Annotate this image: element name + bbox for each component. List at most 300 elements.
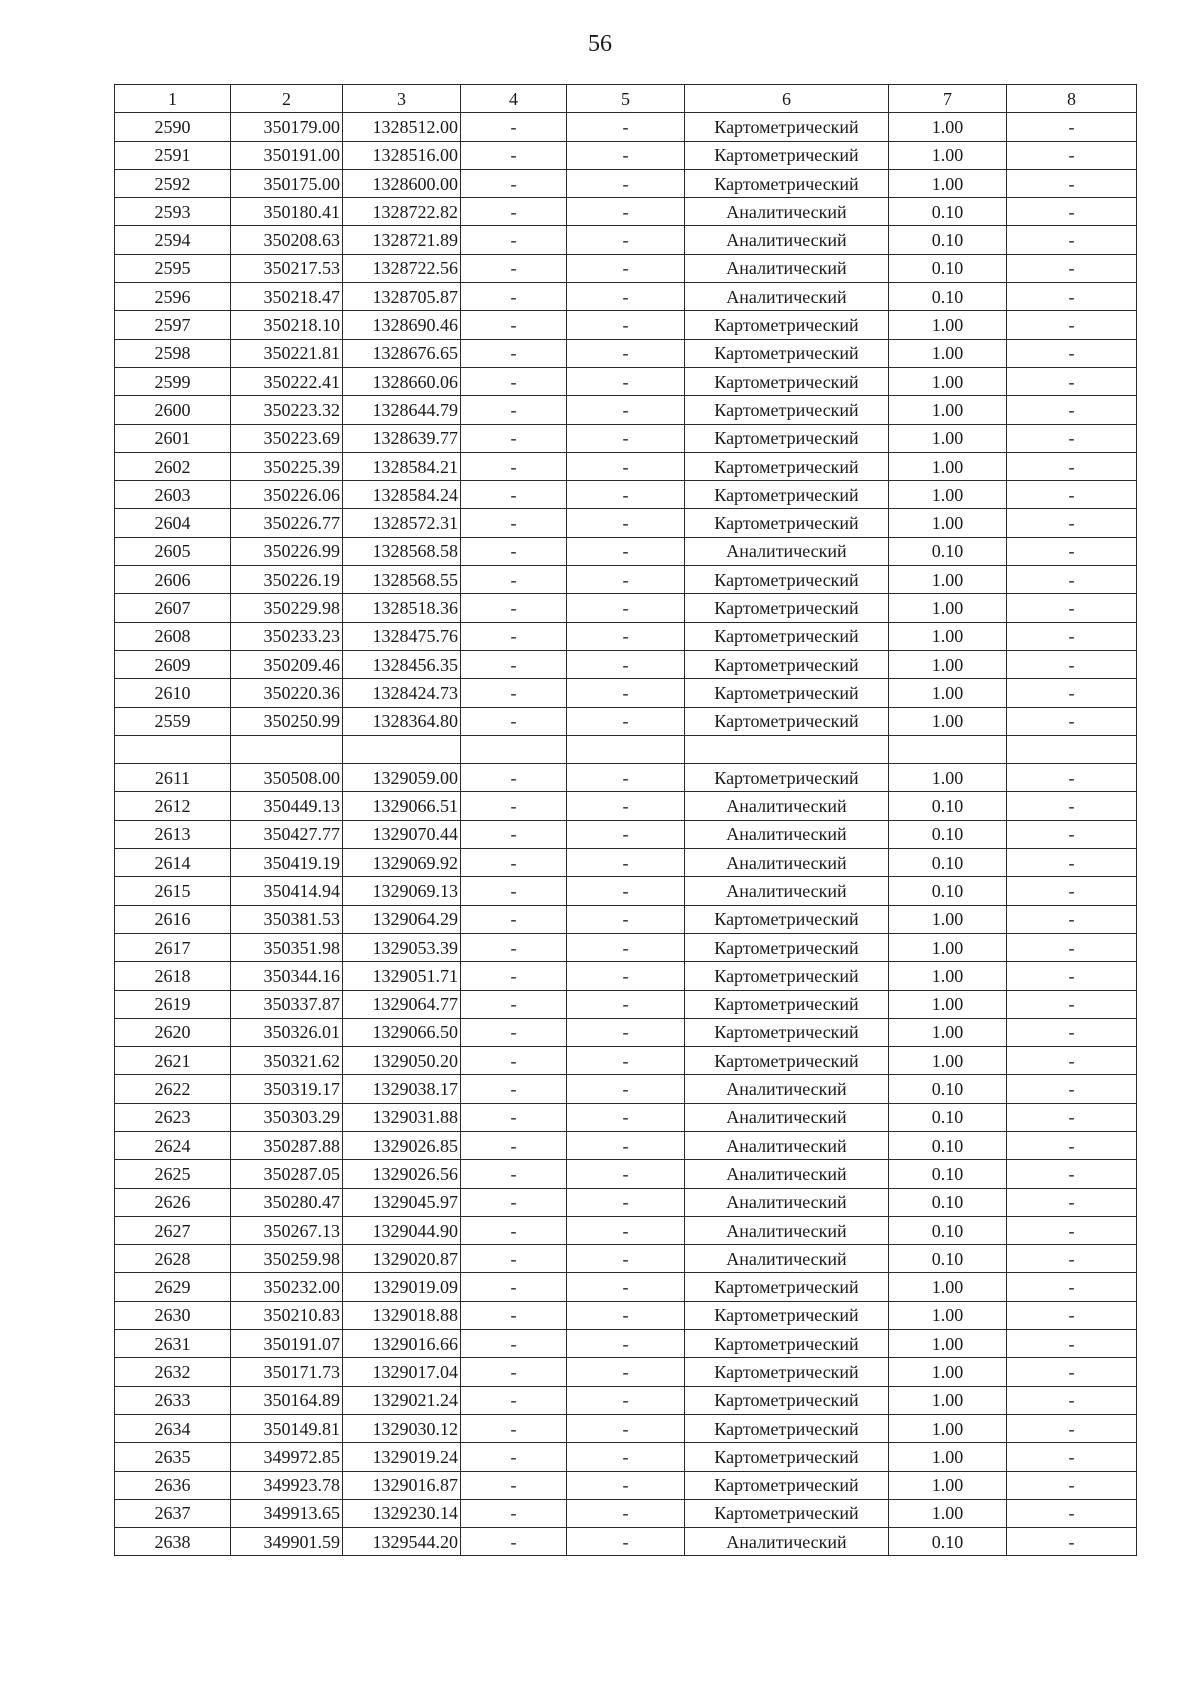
method-cell: Аналитический	[685, 877, 889, 905]
y-coordinate-cell: 1328600.00	[343, 169, 461, 197]
column-5-cell: -	[567, 424, 685, 452]
table-row	[115, 509, 1137, 537]
point-number-cell: 2614	[115, 849, 231, 877]
table-row	[115, 1471, 1137, 1499]
column-4-cell	[461, 735, 567, 763]
point-number-cell: 2596	[115, 283, 231, 311]
x-coordinate-cell: 350337.87	[231, 990, 343, 1018]
column-5-cell: -	[567, 933, 685, 961]
point-number-cell: 2625	[115, 1160, 231, 1188]
y-coordinate-cell: 1329038.17	[343, 1075, 461, 1103]
column-5-cell: -	[567, 311, 685, 339]
y-coordinate-cell: 1328584.21	[343, 452, 461, 480]
x-coordinate-cell: 350414.94	[231, 877, 343, 905]
column-8-cell: -	[1007, 1188, 1137, 1216]
column-4-cell: -	[461, 1301, 567, 1329]
y-coordinate-cell: 1329016.87	[343, 1471, 461, 1499]
point-number-cell: 2593	[115, 198, 231, 226]
y-coordinate-cell: 1329066.50	[343, 1018, 461, 1046]
point-number-cell: 2611	[115, 764, 231, 792]
x-coordinate-cell: 350381.53	[231, 905, 343, 933]
column-5-cell: -	[567, 283, 685, 311]
y-coordinate-cell: 1329030.12	[343, 1414, 461, 1442]
table-row	[115, 764, 1137, 792]
column-8-cell: -	[1007, 254, 1137, 282]
accuracy-cell: 0.10	[889, 1075, 1007, 1103]
column-8-cell: -	[1007, 1471, 1137, 1499]
point-number-cell: 2620	[115, 1018, 231, 1046]
x-coordinate-cell: 350287.88	[231, 1131, 343, 1159]
accuracy-cell: 0.10	[889, 1160, 1007, 1188]
y-coordinate-cell: 1328572.31	[343, 509, 461, 537]
y-coordinate-cell: 1329064.77	[343, 990, 461, 1018]
column-8-cell: -	[1007, 962, 1137, 990]
method-cell: Картометрический	[685, 1018, 889, 1046]
accuracy-cell: 1.00	[889, 905, 1007, 933]
method-cell: Аналитический	[685, 1131, 889, 1159]
accuracy-cell: 0.10	[889, 849, 1007, 877]
column-5-cell: -	[567, 820, 685, 848]
y-coordinate-cell: 1328364.80	[343, 707, 461, 735]
column-5-cell: -	[567, 1131, 685, 1159]
point-number-cell: 2608	[115, 622, 231, 650]
column-8-cell: -	[1007, 1131, 1137, 1159]
column-4-cell: -	[461, 962, 567, 990]
method-cell: Картометрический	[685, 169, 889, 197]
column-5-cell: -	[567, 962, 685, 990]
column-5-cell: -	[567, 339, 685, 367]
y-coordinate-cell: 1329018.88	[343, 1301, 461, 1329]
x-coordinate-cell: 350419.19	[231, 849, 343, 877]
column-4-cell: -	[461, 1499, 567, 1527]
x-coordinate-cell: 350175.00	[231, 169, 343, 197]
column-8-cell: -	[1007, 1047, 1137, 1075]
point-number-cell: 2605	[115, 537, 231, 565]
y-coordinate-cell: 1328660.06	[343, 367, 461, 395]
column-5-cell: -	[567, 594, 685, 622]
x-coordinate-cell: 350319.17	[231, 1075, 343, 1103]
column-8-cell: -	[1007, 169, 1137, 197]
column-4-cell: -	[461, 339, 567, 367]
column-5-cell: -	[567, 254, 685, 282]
accuracy-cell: 1.00	[889, 1018, 1007, 1046]
point-number-cell: 2610	[115, 679, 231, 707]
column-8-cell: -	[1007, 509, 1137, 537]
column-4-cell: -	[461, 396, 567, 424]
table-row	[115, 566, 1137, 594]
point-number-cell: 2623	[115, 1103, 231, 1131]
column-8-cell: -	[1007, 141, 1137, 169]
y-coordinate-cell: 1329021.24	[343, 1386, 461, 1414]
point-number-cell	[115, 735, 231, 763]
table-row	[115, 254, 1137, 282]
x-coordinate-cell: 350321.62	[231, 1047, 343, 1075]
column-4-cell: -	[461, 679, 567, 707]
method-cell: Картометрический	[685, 452, 889, 480]
header-cell-4: 4	[461, 85, 567, 113]
method-cell: Аналитический	[685, 1160, 889, 1188]
column-8-cell: -	[1007, 283, 1137, 311]
y-coordinate-cell: 1328518.36	[343, 594, 461, 622]
x-coordinate-cell: 350250.99	[231, 707, 343, 735]
y-coordinate-cell: 1328475.76	[343, 622, 461, 650]
y-coordinate-cell: 1329064.29	[343, 905, 461, 933]
column-5-cell: -	[567, 141, 685, 169]
accuracy-cell: 1.00	[889, 113, 1007, 141]
header-cell-5: 5	[567, 85, 685, 113]
x-coordinate-cell: 350191.07	[231, 1330, 343, 1358]
method-cell: Аналитический	[685, 820, 889, 848]
accuracy-cell: 1.00	[889, 452, 1007, 480]
x-coordinate-cell: 350180.41	[231, 198, 343, 226]
table-row	[115, 707, 1137, 735]
table-row	[115, 1301, 1137, 1329]
table-row	[115, 226, 1137, 254]
accuracy-cell: 1.00	[889, 566, 1007, 594]
method-cell: Аналитический	[685, 283, 889, 311]
column-5-cell: -	[567, 764, 685, 792]
column-8-cell: -	[1007, 679, 1137, 707]
header-cell-7: 7	[889, 85, 1007, 113]
accuracy-cell: 0.10	[889, 198, 1007, 226]
accuracy-cell: 0.10	[889, 1216, 1007, 1244]
point-number-cell: 2598	[115, 339, 231, 367]
column-5-cell: -	[567, 198, 685, 226]
y-coordinate-cell: 1328721.89	[343, 226, 461, 254]
point-number-cell: 2634	[115, 1414, 231, 1442]
column-8-cell: -	[1007, 311, 1137, 339]
column-8-cell: -	[1007, 1386, 1137, 1414]
x-coordinate-cell: 350508.00	[231, 764, 343, 792]
table-row	[115, 679, 1137, 707]
header-cell-1: 1	[115, 85, 231, 113]
point-number-cell: 2624	[115, 1131, 231, 1159]
column-8-cell: -	[1007, 707, 1137, 735]
column-8-cell: -	[1007, 1330, 1137, 1358]
column-5-cell: -	[567, 1103, 685, 1131]
column-8-cell: -	[1007, 113, 1137, 141]
y-coordinate-cell: 1329026.56	[343, 1160, 461, 1188]
x-coordinate-cell: 350208.63	[231, 226, 343, 254]
y-coordinate-cell: 1329050.20	[343, 1047, 461, 1075]
x-coordinate-cell: 350171.73	[231, 1358, 343, 1386]
table-row	[115, 169, 1137, 197]
point-number-cell: 2591	[115, 141, 231, 169]
table-row	[115, 452, 1137, 480]
point-number-cell: 2592	[115, 169, 231, 197]
point-number-cell: 2626	[115, 1188, 231, 1216]
point-number-cell: 2630	[115, 1301, 231, 1329]
column-4-cell: -	[461, 1358, 567, 1386]
y-coordinate-cell: 1329045.97	[343, 1188, 461, 1216]
accuracy-cell: 1.00	[889, 367, 1007, 395]
x-coordinate-cell: 350344.16	[231, 962, 343, 990]
accuracy-cell: 0.10	[889, 226, 1007, 254]
column-4-cell: -	[461, 594, 567, 622]
point-number-cell: 2629	[115, 1273, 231, 1301]
x-coordinate-cell: 350222.41	[231, 367, 343, 395]
accuracy-cell: 1.00	[889, 1301, 1007, 1329]
x-coordinate-cell: 350226.19	[231, 566, 343, 594]
column-4-cell: -	[461, 905, 567, 933]
column-5-cell: -	[567, 1216, 685, 1244]
column-8-cell: -	[1007, 1103, 1137, 1131]
accuracy-cell: 0.10	[889, 820, 1007, 848]
y-coordinate-cell	[343, 735, 461, 763]
column-4-cell: -	[461, 254, 567, 282]
table-row	[115, 820, 1137, 848]
accuracy-cell: 1.00	[889, 650, 1007, 678]
column-5-cell: -	[567, 1358, 685, 1386]
column-4-cell: -	[461, 283, 567, 311]
column-4-cell: -	[461, 1160, 567, 1188]
y-coordinate-cell: 1329053.39	[343, 933, 461, 961]
column-8-cell: -	[1007, 933, 1137, 961]
point-number-cell: 2601	[115, 424, 231, 452]
method-cell: Картометрический	[685, 962, 889, 990]
x-coordinate-cell: 350233.23	[231, 622, 343, 650]
column-8-cell: -	[1007, 1075, 1137, 1103]
y-coordinate-cell: 1328722.56	[343, 254, 461, 282]
accuracy-cell: 1.00	[889, 990, 1007, 1018]
method-cell: Картометрический	[685, 679, 889, 707]
table-row	[115, 1528, 1137, 1556]
x-coordinate-cell: 349901.59	[231, 1528, 343, 1556]
column-4-cell: -	[461, 1528, 567, 1556]
method-cell: Картометрический	[685, 905, 889, 933]
table-body	[115, 113, 1137, 1556]
y-coordinate-cell: 1328639.77	[343, 424, 461, 452]
x-coordinate-cell: 350280.47	[231, 1188, 343, 1216]
accuracy-cell: 1.00	[889, 424, 1007, 452]
y-coordinate-cell: 1328456.35	[343, 650, 461, 678]
column-5-cell: -	[567, 1160, 685, 1188]
column-5-cell: -	[567, 849, 685, 877]
table-row	[115, 113, 1137, 141]
method-cell: Картометрический	[685, 1047, 889, 1075]
accuracy-cell: 1.00	[889, 1358, 1007, 1386]
x-coordinate-cell: 350164.89	[231, 1386, 343, 1414]
column-8-cell: -	[1007, 764, 1137, 792]
y-coordinate-cell: 1329070.44	[343, 820, 461, 848]
column-5-cell: -	[567, 1188, 685, 1216]
accuracy-cell: 1.00	[889, 481, 1007, 509]
column-4-cell: -	[461, 311, 567, 339]
accuracy-cell: 1.00	[889, 594, 1007, 622]
column-8-cell: -	[1007, 452, 1137, 480]
accuracy-cell: 1.00	[889, 962, 1007, 990]
column-4-cell: -	[461, 1047, 567, 1075]
table-row	[115, 622, 1137, 650]
accuracy-cell: 1.00	[889, 141, 1007, 169]
column-8-cell: -	[1007, 1499, 1137, 1527]
column-5-cell	[567, 735, 685, 763]
column-4-cell: -	[461, 113, 567, 141]
column-4-cell: -	[461, 1075, 567, 1103]
table-row	[115, 990, 1137, 1018]
point-number-cell: 2628	[115, 1245, 231, 1273]
method-cell: Картометрический	[685, 1330, 889, 1358]
column-4-cell: -	[461, 650, 567, 678]
x-coordinate-cell: 350287.05	[231, 1160, 343, 1188]
method-cell: Картометрический	[685, 141, 889, 169]
method-cell: Картометрический	[685, 566, 889, 594]
point-number-cell: 2616	[115, 905, 231, 933]
table-row	[115, 1103, 1137, 1131]
accuracy-cell: 0.10	[889, 1131, 1007, 1159]
y-coordinate-cell: 1329019.09	[343, 1273, 461, 1301]
column-8-cell: -	[1007, 1245, 1137, 1273]
column-5-cell: -	[567, 113, 685, 141]
column-4-cell: -	[461, 141, 567, 169]
column-5-cell: -	[567, 622, 685, 650]
column-5-cell: -	[567, 792, 685, 820]
column-4-cell: -	[461, 566, 567, 594]
method-cell: Картометрический	[685, 1443, 889, 1471]
column-8-cell: -	[1007, 367, 1137, 395]
accuracy-cell: 1.00	[889, 1330, 1007, 1358]
column-4-cell: -	[461, 424, 567, 452]
point-number-cell: 2638	[115, 1528, 231, 1556]
point-number-cell: 2631	[115, 1330, 231, 1358]
column-8-cell: -	[1007, 990, 1137, 1018]
column-8-cell: -	[1007, 792, 1137, 820]
point-number-cell: 2604	[115, 509, 231, 537]
y-coordinate-cell: 1328705.87	[343, 283, 461, 311]
method-cell: Картометрический	[685, 1273, 889, 1301]
method-cell: Картометрический	[685, 339, 889, 367]
table-row	[115, 877, 1137, 905]
column-5-cell: -	[567, 367, 685, 395]
column-8-cell: -	[1007, 1414, 1137, 1442]
column-8-cell: -	[1007, 339, 1137, 367]
method-cell: Картометрический	[685, 424, 889, 452]
table-row	[115, 1160, 1137, 1188]
accuracy-cell: 1.00	[889, 1499, 1007, 1527]
column-4-cell: -	[461, 1131, 567, 1159]
y-coordinate-cell: 1329031.88	[343, 1103, 461, 1131]
y-coordinate-cell: 1328584.24	[343, 481, 461, 509]
point-number-cell: 2632	[115, 1358, 231, 1386]
column-4-cell: -	[461, 990, 567, 1018]
column-8-cell	[1007, 735, 1137, 763]
column-8-cell: -	[1007, 1358, 1137, 1386]
column-5-cell: -	[567, 226, 685, 254]
point-number-cell: 2637	[115, 1499, 231, 1527]
column-8-cell: -	[1007, 198, 1137, 226]
column-8-cell: -	[1007, 1018, 1137, 1046]
x-coordinate-cell: 350149.81	[231, 1414, 343, 1442]
column-5-cell: -	[567, 650, 685, 678]
column-8-cell: -	[1007, 424, 1137, 452]
x-coordinate-cell: 350179.00	[231, 113, 343, 141]
column-5-cell: -	[567, 1528, 685, 1556]
column-5-cell: -	[567, 1471, 685, 1499]
x-coordinate-cell: 350221.81	[231, 339, 343, 367]
point-number-cell: 2615	[115, 877, 231, 905]
method-cell: Картометрический	[685, 1414, 889, 1442]
column-8-cell: -	[1007, 905, 1137, 933]
column-5-cell: -	[567, 1245, 685, 1273]
y-coordinate-cell: 1329051.71	[343, 962, 461, 990]
x-coordinate-cell: 349972.85	[231, 1443, 343, 1471]
table-row	[115, 962, 1137, 990]
method-cell: Картометрический	[685, 707, 889, 735]
accuracy-cell: 1.00	[889, 1047, 1007, 1075]
table-row	[115, 367, 1137, 395]
accuracy-cell: 0.10	[889, 1103, 1007, 1131]
column-4-cell: -	[461, 764, 567, 792]
header-cell-2: 2	[231, 85, 343, 113]
column-4-cell: -	[461, 622, 567, 650]
point-number-cell: 2606	[115, 566, 231, 594]
accuracy-cell: 1.00	[889, 1443, 1007, 1471]
column-8-cell: -	[1007, 537, 1137, 565]
point-number-cell: 2607	[115, 594, 231, 622]
accuracy-cell: 1.00	[889, 169, 1007, 197]
method-cell: Картометрический	[685, 1301, 889, 1329]
accuracy-cell: 0.10	[889, 1528, 1007, 1556]
accuracy-cell: 1.00	[889, 396, 1007, 424]
method-cell	[685, 735, 889, 763]
method-cell: Аналитический	[685, 1075, 889, 1103]
table-row	[115, 650, 1137, 678]
column-5-cell: -	[567, 452, 685, 480]
method-cell: Картометрический	[685, 311, 889, 339]
accuracy-cell: 1.00	[889, 339, 1007, 367]
method-cell: Аналитический	[685, 226, 889, 254]
column-5-cell: -	[567, 1047, 685, 1075]
column-4-cell: -	[461, 1330, 567, 1358]
point-number-cell: 2618	[115, 962, 231, 990]
column-5-cell: -	[567, 1499, 685, 1527]
accuracy-cell: 1.00	[889, 311, 1007, 339]
y-coordinate-cell: 1329069.13	[343, 877, 461, 905]
column-4-cell: -	[461, 820, 567, 848]
accuracy-cell: 0.10	[889, 1188, 1007, 1216]
point-number-cell: 2627	[115, 1216, 231, 1244]
column-8-cell: -	[1007, 1160, 1137, 1188]
column-5-cell: -	[567, 1330, 685, 1358]
point-number-cell: 2594	[115, 226, 231, 254]
y-coordinate-cell: 1328722.82	[343, 198, 461, 226]
column-5-cell: -	[567, 877, 685, 905]
y-coordinate-cell: 1329026.85	[343, 1131, 461, 1159]
x-coordinate-cell: 350220.36	[231, 679, 343, 707]
point-number-cell: 2559	[115, 707, 231, 735]
table-row	[115, 594, 1137, 622]
x-coordinate-cell: 350351.98	[231, 933, 343, 961]
x-coordinate-cell: 350226.77	[231, 509, 343, 537]
method-cell: Картометрический	[685, 1358, 889, 1386]
x-coordinate-cell: 350223.69	[231, 424, 343, 452]
header-row	[115, 85, 1137, 113]
table-row	[115, 311, 1137, 339]
point-number-cell: 2621	[115, 1047, 231, 1075]
method-cell: Аналитический	[685, 1216, 889, 1244]
method-cell: Картометрический	[685, 1499, 889, 1527]
method-cell: Картометрический	[685, 622, 889, 650]
column-4-cell: -	[461, 169, 567, 197]
column-5-cell: -	[567, 1075, 685, 1103]
x-coordinate-cell: 350223.32	[231, 396, 343, 424]
table-row	[115, 849, 1137, 877]
y-coordinate-cell: 1328512.00	[343, 113, 461, 141]
point-number-cell: 2635	[115, 1443, 231, 1471]
x-coordinate-cell: 350218.47	[231, 283, 343, 311]
y-coordinate-cell: 1329016.66	[343, 1330, 461, 1358]
column-5-cell: -	[567, 1414, 685, 1442]
